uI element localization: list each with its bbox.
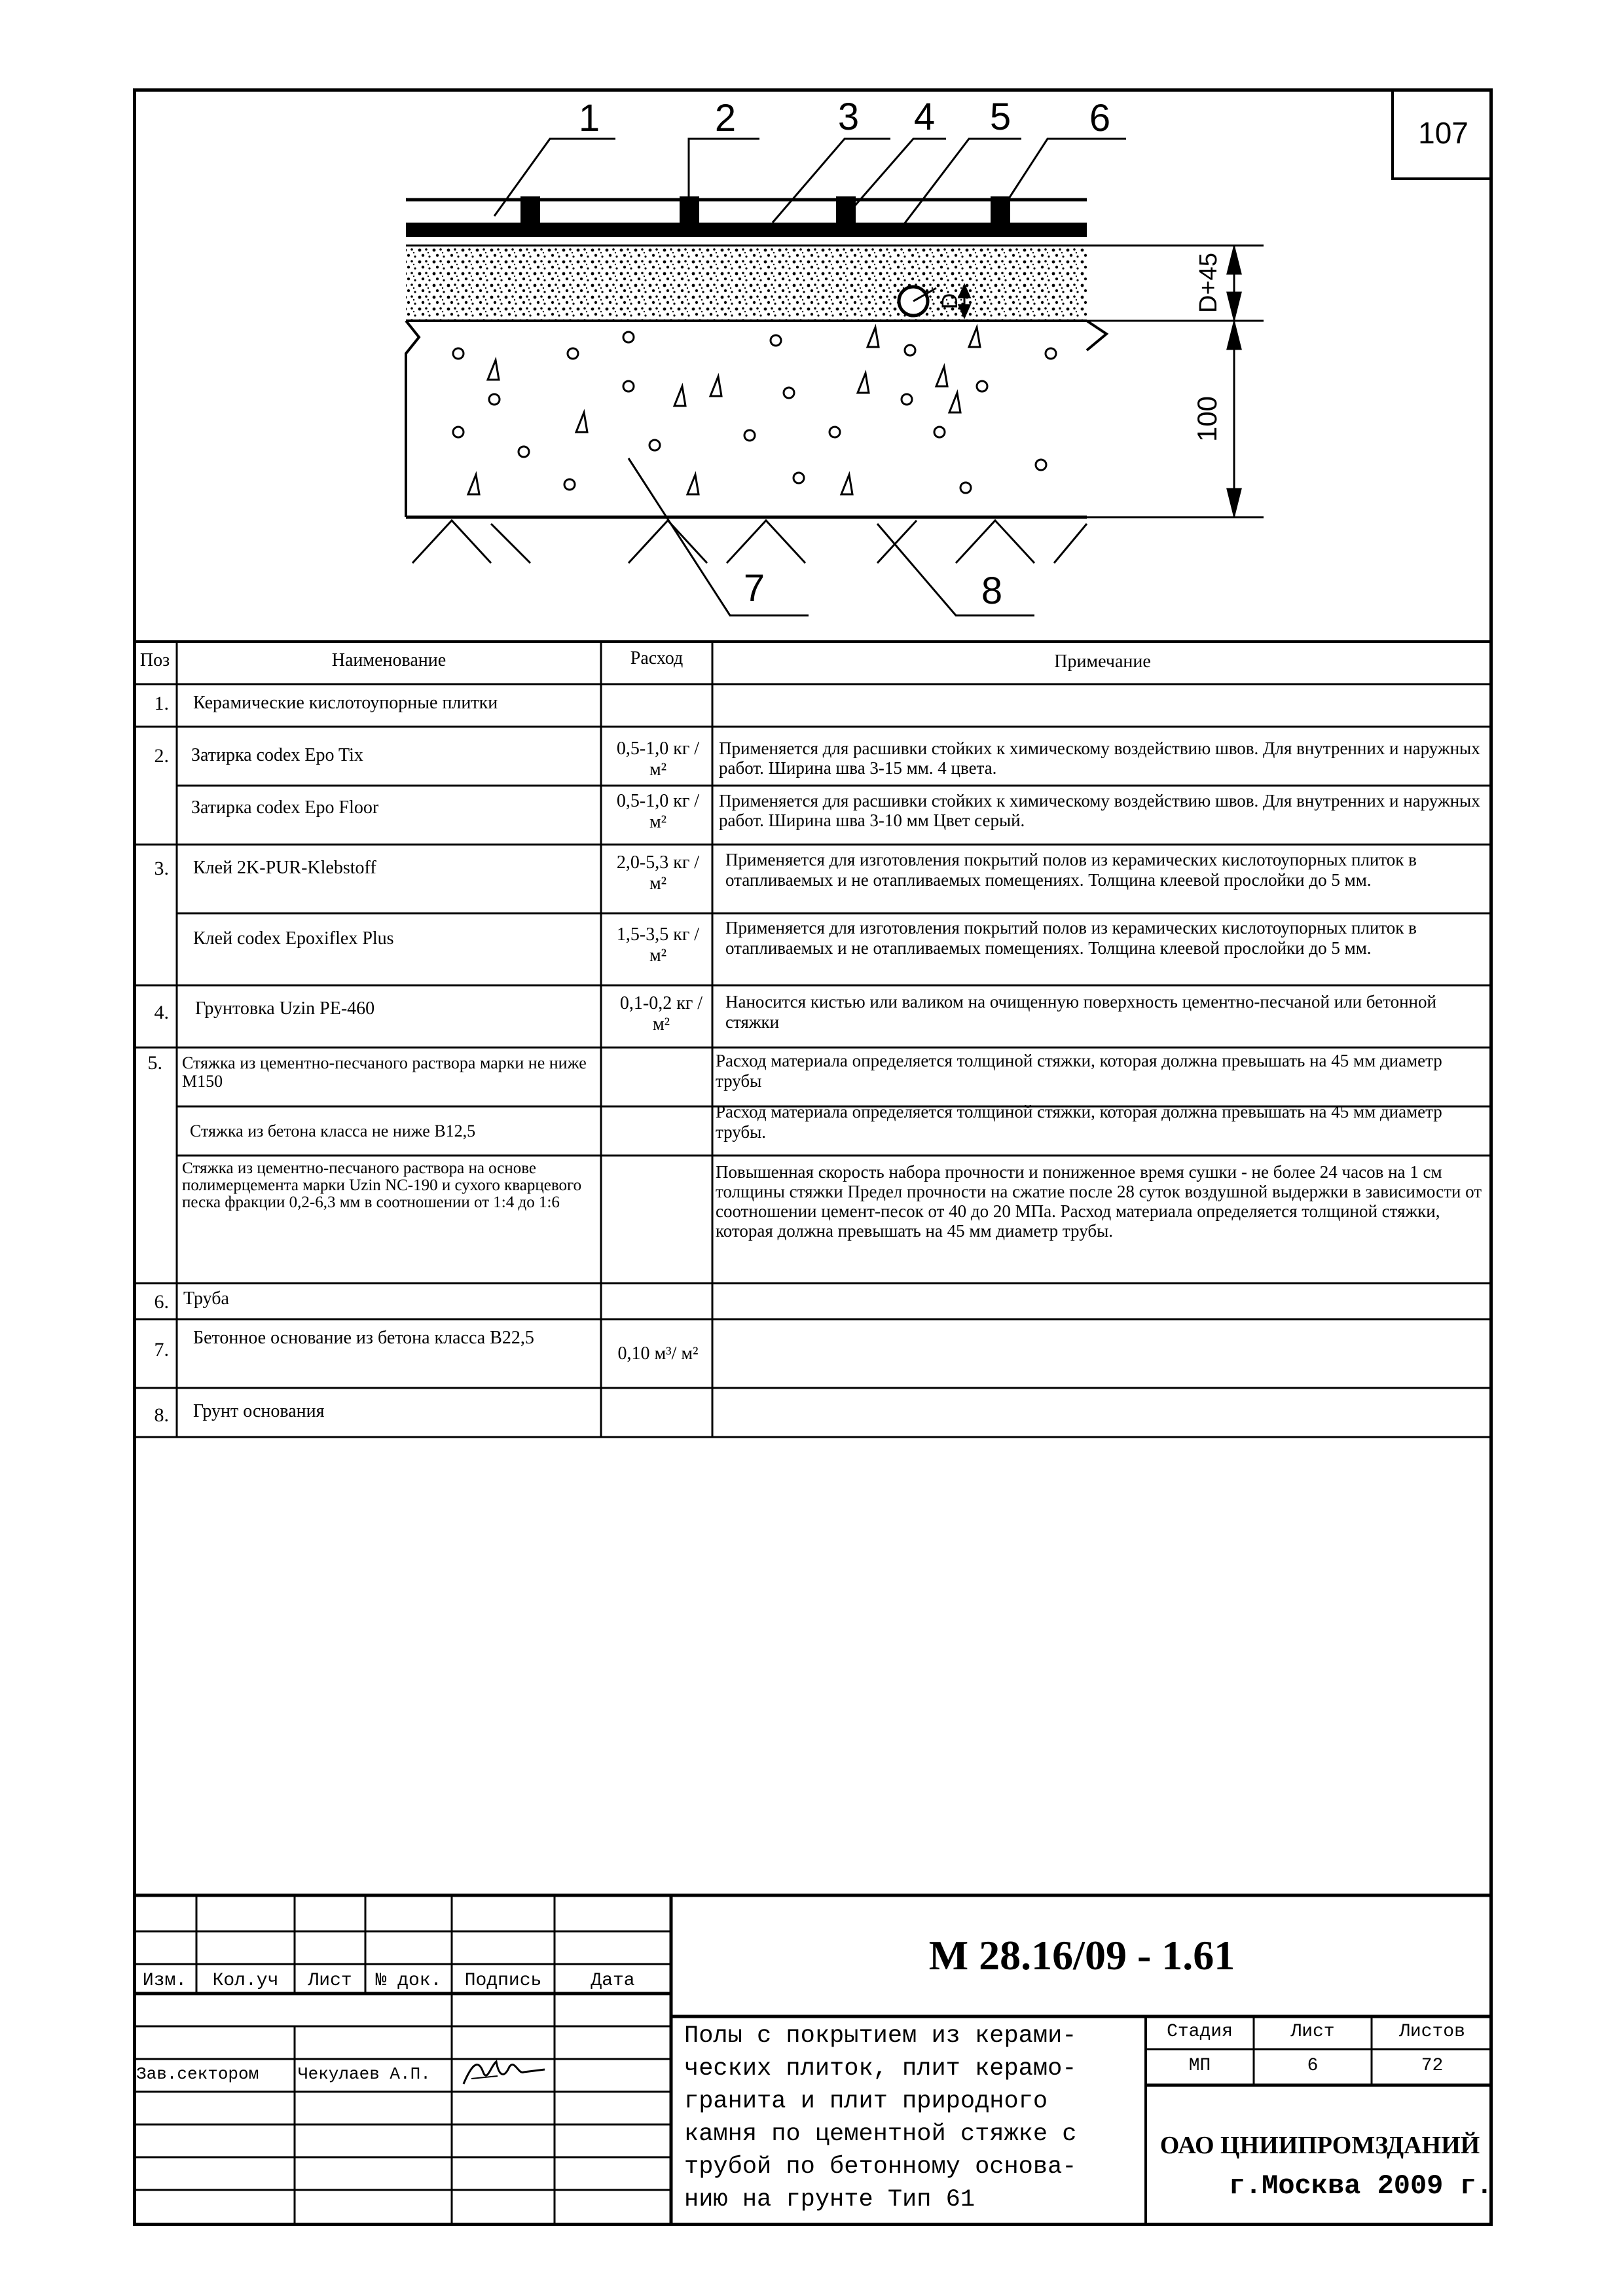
callout-1: 1 [578,97,600,139]
callout-8: 8 [981,570,1003,612]
row-note: Применяется для изготовления покрытий полов из керамических кислотоупорных плиток в отапливаемых и не отапливаемых помещениях. Толщина клеевой прослойки до 5 мм. [725,918,1417,958]
row-rate: 0,5-1,0 кг / м² [616,791,700,832]
row-pos: 6. [154,1291,169,1313]
row-name: Клей 2K-PUR-Klebstoff [193,858,376,878]
sheet-label: Лист [1290,2022,1335,2042]
callout-6: 6 [1089,97,1111,139]
row-note: Применяется для расшивки стойких к химическому воздействию швов. Для внутренних и наружных работ. Ширина шва 3-10 мм Цвет серый. [719,791,1480,830]
stage-value: МП [1188,2056,1211,2076]
row-rate: 2,0-5,3 кг / м² [616,852,700,894]
sheet-value: 6 [1307,2056,1319,2076]
col-header-pos: Поз [139,650,170,670]
stamp-role: Зав.сектором [136,2064,259,2084]
dim-top: D+45 [1195,253,1222,313]
row-name: Стяжка из бетона класса не ниже В12,5 [190,1121,476,1140]
row-name: Затирка codex Epo Tix [191,745,363,765]
row-note: Применяется для расшивки стойких к химическому воздействию швов. Для внутренних и наружных работ. Ширина шва 3-15 мм. 4 цвета. [719,738,1480,778]
row-pos: 4. [154,1002,169,1023]
callout-5: 5 [989,96,1012,138]
row-pos: 5. [147,1052,162,1074]
stamp-title: Полы с покрытием из керами- ческих плиток, плит керамо- гранита и плит природного камня по цементной стяжке с трубой по бетонному основа- нию на грунте Тип 61 [684,2022,1077,2214]
stamp-col-list: Лист [308,1971,352,1991]
row-pos: 8. [154,1404,169,1426]
stamp-person: Чекулаев А.П. [298,2064,431,2084]
stamp-col-sign: Подпись [464,1971,542,1991]
stamp-col-doc: № док. [375,1971,442,1991]
stamp-col-izm: Изм. [142,1971,187,1991]
signature [458,2052,550,2092]
row-name: Грунт основания [193,1401,325,1421]
row-pos: 3. [154,858,169,879]
col-header-rate: Расход [630,648,684,668]
document-code: М 28.16/09 - 1.61 [928,1932,1235,1978]
row-name: Стяжка из цементно-песчаного раствора марки не ниже М150 [182,1053,587,1091]
stamp-col-date: Дата [591,1971,635,1991]
row-note: Наносится кистью или валиком на очищенную поверхность цементно-песчаной или бетонной стяжки [725,992,1436,1032]
row-pos: 2. [154,745,169,767]
sheets-label: Листов [1399,2022,1465,2042]
row-name: Стяжка из цементно-песчаного раствора на основе полимерцемента марки Uzin NC-190 и сухого кварцевого песка фракции 0,2-6,3 мм в соотношении от 1:4 до 1:6 [182,1159,582,1211]
organization: ОАО ЦНИИПРОМЗДАНИЙ [1159,2132,1480,2159]
row-rate: 0,1-0,2 кг / м² [619,993,703,1034]
dim-bottom: 100 [1192,395,1222,443]
sheets-value: 72 [1421,2056,1444,2076]
row-name: Клей codex Epoxiflex Plus [193,928,394,949]
row-name: Бетонное основание из бетона класса В22,5 [193,1328,534,1348]
callout-7: 7 [743,567,765,610]
sheet-number: 107 [1391,88,1493,180]
col-header-name: Наименование [331,650,447,670]
row-name: Грунтовка Uzin PE-460 [195,998,375,1019]
city-year: г.Москва 2009 г. [1228,2170,1493,2202]
row-name: Керамические кислотоупорные плитки [193,693,498,713]
row-note: Расход материала определяется толщиной стяжки, которая должна превышать на 45 мм диаметр трубы. [716,1102,1442,1142]
row-note: Применяется для изготовления покрытий полов из керамических кислотоупорных плиток в отапливаемых и не отапливаемых помещениях. Толщина клеевой прослойки до 5 мм. [725,850,1417,890]
stamp-col-kol: Кол.уч [212,1971,279,1991]
stage-label: Стадия [1167,2022,1233,2042]
row-rate: 0,10 м³/ м² [617,1343,699,1364]
callout-4: 4 [913,96,936,138]
callout-2: 2 [714,97,737,139]
callout-3: 3 [837,96,860,138]
row-pos: 7. [154,1339,169,1360]
row-note: Расход материала определяется толщиной стяжки, которая должна превышать на 45 мм диаметр трубы [716,1051,1442,1091]
row-rate: 0,5-1,0 кг / м² [616,738,700,780]
row-pos: 1. [154,693,169,714]
row-note: Повышенная скорость набора прочности и пониженное время сушки - не более 24 часов на 1 см толщины стяжки Предел прочности на сжатие после 28 суток воздушной выдержки в зависимости от соотношении цемент-песок от 40 до 20 МПа. Расход материала определяется толщиной стяжки, которая должна превышать на 45 мм диаметр трубы. [716,1162,1482,1241]
dim-pipe: D [938,293,962,310]
row-rate: 1,5-3,5 кг / м² [616,924,700,966]
row-name: Труба [183,1288,229,1309]
row-name: Затирка codex Epo Floor [191,797,379,818]
col-header-note: Примечание [1054,651,1151,672]
